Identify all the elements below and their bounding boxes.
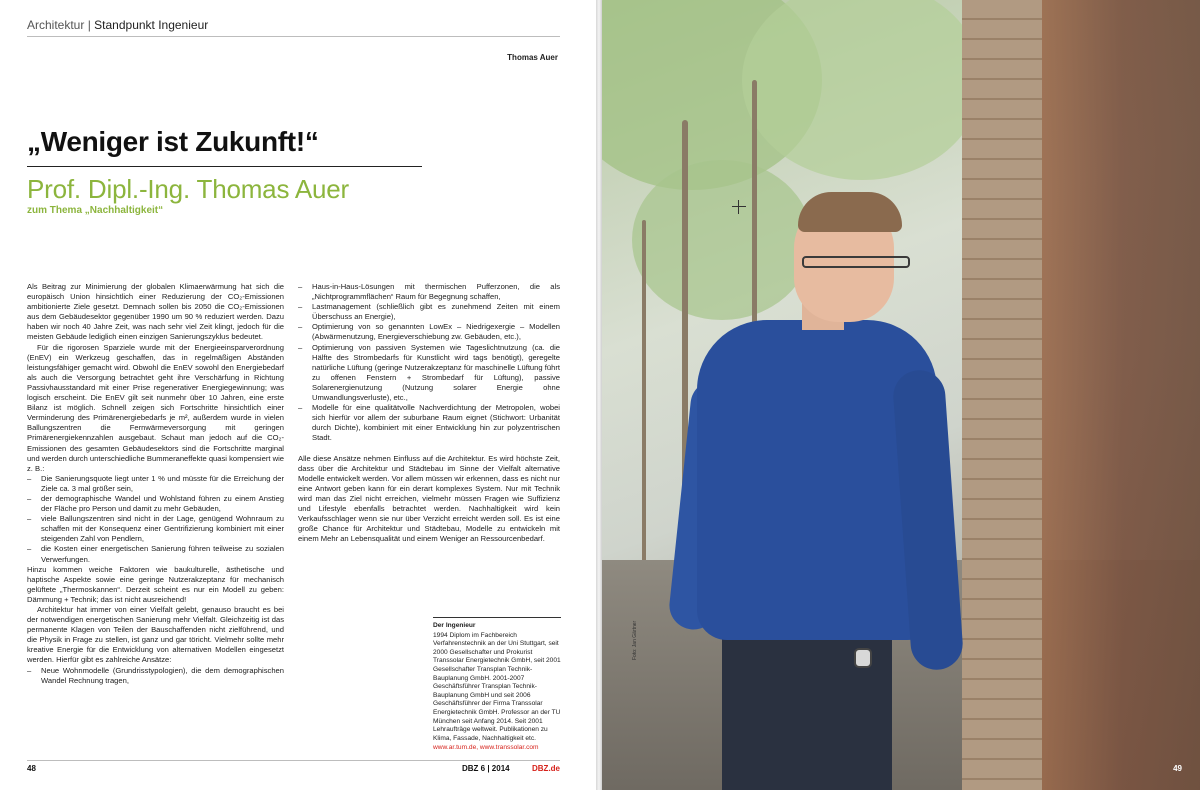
paragraph: Für die rigorosen Sparziele wurde mit der Energieeinsparverordnung (EnEV) ein Werkzeug geschaffen, das in regelmäßigen Abständen leistungsfähiger gemacht wird. Obwohl die EnEV sowohl den Energiebedarf als auch die Versorgung betrachtet geht ihre Verschärfung in Richtung Passivhausstandard mit einer Prise regenerativer Energiegewinnung; was logisch erscheint. Die EnEV gilt seit nunmehr über 10 Jahren, eine erste Bilanz ist möglich. Schnell zeigen sich Fortschritte hinsichtlich einer Verminderung des Primärenergiebedarfs je m², außerdem wurde in vielen Ballungszentren die Fernwärmeversorgung mit geringen Primärenergiekennzahlen ausgebaut. Schaut man jedoch auf die CO₂-Emissionen des gesamten Gebäudesektors sind die Fortschritte marginal und werden durch unterschiedliche Bummeraneffekte quasi kompensiert wie z. B.: (27, 342, 284, 473)
crosshair-cursor-icon (732, 200, 746, 214)
magazine-site-link[interactable]: DBZ.de (532, 764, 560, 773)
section-label: Architektur (27, 18, 85, 32)
bio-links[interactable]: www.ar.tum.de, www.transsolar.com (433, 744, 539, 752)
topic-line: zum Thema „Nachhaltigkeit“ (27, 205, 164, 216)
bio-box (433, 622, 561, 753)
bio-title: Der Ingenieur (433, 622, 476, 629)
paragraph: Architektur hat immer von einer Vielfalt gelebt, genauso braucht es bei der notwendigen energetischen Sanierung mehr Vielfalt. Gleichzeitig ist das permanente Klagen von Teilen der Bauschaffenden nicht zielführend, und die Physik in Frage zu stellen, ist ganz und gar töricht. Vielmehr sollte mehr kreative Energie für die Entwicklung von alternativen Modellen eingesetzt werden. Hierfür gibt es zahlreiche Ansätze: (27, 605, 284, 665)
list-item: – Neue Wohnmodelle (Grundrisstypologien), die dem demographischen Wandel Rechnung tragen, (27, 665, 284, 685)
brick-wall (962, 0, 1042, 790)
page-number-left: 48 (27, 764, 36, 773)
paragraph: Alle diese Ansätze nehmen Einfluss auf die Architektur. Es wird höchste Zeit, dass über die Architektur und Städtebau im Sinne der Vielfalt alternative Modelle entwickelt werden. Vor allem müssen wir erkennen, dass es nicht nur eine Antwort geben kann für ein derart komplexes System. Nur mit Technik wird man das Ziel nicht erreichen, vielmehr müssen Fragen wie Suffizienz und Lifestyle ebenfalls betrachtet werden. Nachhaltigkeit wird kein Verkaufsschlager wenn sie nur über Verzicht erreicht werden soll. Es ist eine große Chance für Architektur und Städtebau, Modelle zu entwickeln mit einem Mehr an Lebensqualität und einem Weniger an Ressourcenbedarf. (298, 453, 560, 544)
page-number-right: 49 (1173, 764, 1182, 773)
header-rule (27, 36, 560, 37)
list-item: – Optimierung von passiven Systemen wie Tageslichtnutzung (ca. die Hälfte des Strombedarfs für Kunstlicht wird tags benötigt), geregelte natürliche Lüftung (geringe Nutzerakzeptanz für maschinelle Lüftung führt zu offenen Fenstern + Strombedarf für Lüftung), passive Solarenergienutzung (Nutzung solarer Energie ohne Umwandlungsverluste), etc., (298, 342, 560, 403)
headline: „Weniger ist Zukunft!“ (27, 126, 319, 157)
left-page (0, 0, 598, 790)
person-hair (798, 192, 902, 232)
list-item: – Lastmanagement (schließlich gibt es zunehmend Zeiten mit einem Überschuss an Energie), (298, 302, 560, 322)
list-item: – die Kosten einer energetischen Sanierung führen teilweise zu sozialen Verwerfungen. (27, 544, 284, 564)
bio-text: 1994 Diplom im Fachbereich Verfahrenstechnik an der Uni Stuttgart, seit 2000 Gesellschafter und Prokurist Transsolar Energietechnik GmbH, seit 2001 Gesellschafter Transplan Technik-Bauplanung GmbH. 2001-2007 Geschäftsführer Transplan Technik-Bauplanung GmbH und seit 2006 Geschäftsführer der Firma Transsolar Energietechnik GmbH. Professor an der TU München seit Anfang 2014. Seit 2001 Lehraufträge weltweit. Publikationen zu Klima, Fassade, Nachhaltigkeit etc. (433, 631, 561, 742)
list-item: – viele Ballungszentren sind nicht in der Lage, genügend Wohnraum zu schaffen mit der Konsequenz einer Gentrifizierung kombiniert mit einer steigenden Zahl von Pendlern, (27, 514, 284, 544)
list-item: – Optimierung von so genannten LowEx – Niedrigexergie – Modellen (Abwärmenutzung, Energieverschiebung zw. Gebäuden, etc.), (298, 322, 560, 342)
author-name: Prof. Dipl.-Ing. Thomas Auer (27, 174, 349, 204)
foliage (632, 160, 812, 320)
paragraph: Hinzu kommen weiche Faktoren wie baukulturelle, ästhetische und haptische Aspekte sowie eine geringe Nutzerakzeptanz für mechanisch gelüftete „Thermoskannen“. Derzeit scheint es nur ein Modell zu geben: Dämmung + Technik; das ist nicht ausreichend! (27, 564, 284, 604)
list-item: – Haus-in-Haus-Lösungen mit thermischen Pufferzonen, die als „Nichtprogrammflächen“ Raum für Begegnung schaffen, (298, 282, 560, 302)
glasses (802, 256, 910, 268)
magazine-issue: DBZ 6 | 2014 (462, 764, 510, 773)
footer-rule (27, 760, 560, 761)
photo-credit: Foto: Jan Gärtner (632, 620, 638, 660)
blurred-foreground (1042, 0, 1200, 790)
paragraph: Als Beitrag zur Minimierung der globalen Klimaerwärmung hat sich die europäisch Union hinsichtlich einer Reduzierung der CO₂-Emissionen ambitionierte Ziele gesetzt. Demnach sollen bis 2050 die CO₂-Emissionen aus dem Gebäudesektor gegenüber 1990 um 90 % reduziert werden. Dazu haben wir noch 40 Jahre Zeit, was nach sehr viel Zeit klingt, jedoch für die meisten Gebäude lediglich einen einzigen Sanierungszyklus bedeutet. (27, 282, 284, 342)
subsection-label: Standpunkt Ingenieur (94, 18, 209, 32)
text-column-2 (298, 282, 560, 544)
headline-rule (27, 166, 422, 167)
list-item: – Die Sanierungsquote liegt unter 1 % und müsste für die Erreichung der Ziele ca. 3 mal größer sein, (27, 473, 284, 493)
list-item: – der demographische Wandel und Wohlstand führen zu einem Anstieg der Fläche pro Person und damit zu mehr Gebäuden, (27, 493, 284, 514)
section-rubric: Architektur | Standpunkt Ingenieur (27, 18, 209, 32)
text-column-1 (27, 282, 284, 758)
portrait-photo (602, 0, 1200, 790)
bio-rule (433, 617, 561, 618)
author-tag: Thomas Auer (507, 53, 558, 62)
wristwatch (854, 648, 872, 668)
list-item: – Modelle für eine qualitätvolle Nachverdichtung der Metropolen, wobei sich hierfür vor allem der suburbane Raum eignet (Stichwort: Urbanität durch Dichte), kombiniert mit einer Entwicklung hin zur polyzentrischen Stadt. (298, 403, 560, 443)
